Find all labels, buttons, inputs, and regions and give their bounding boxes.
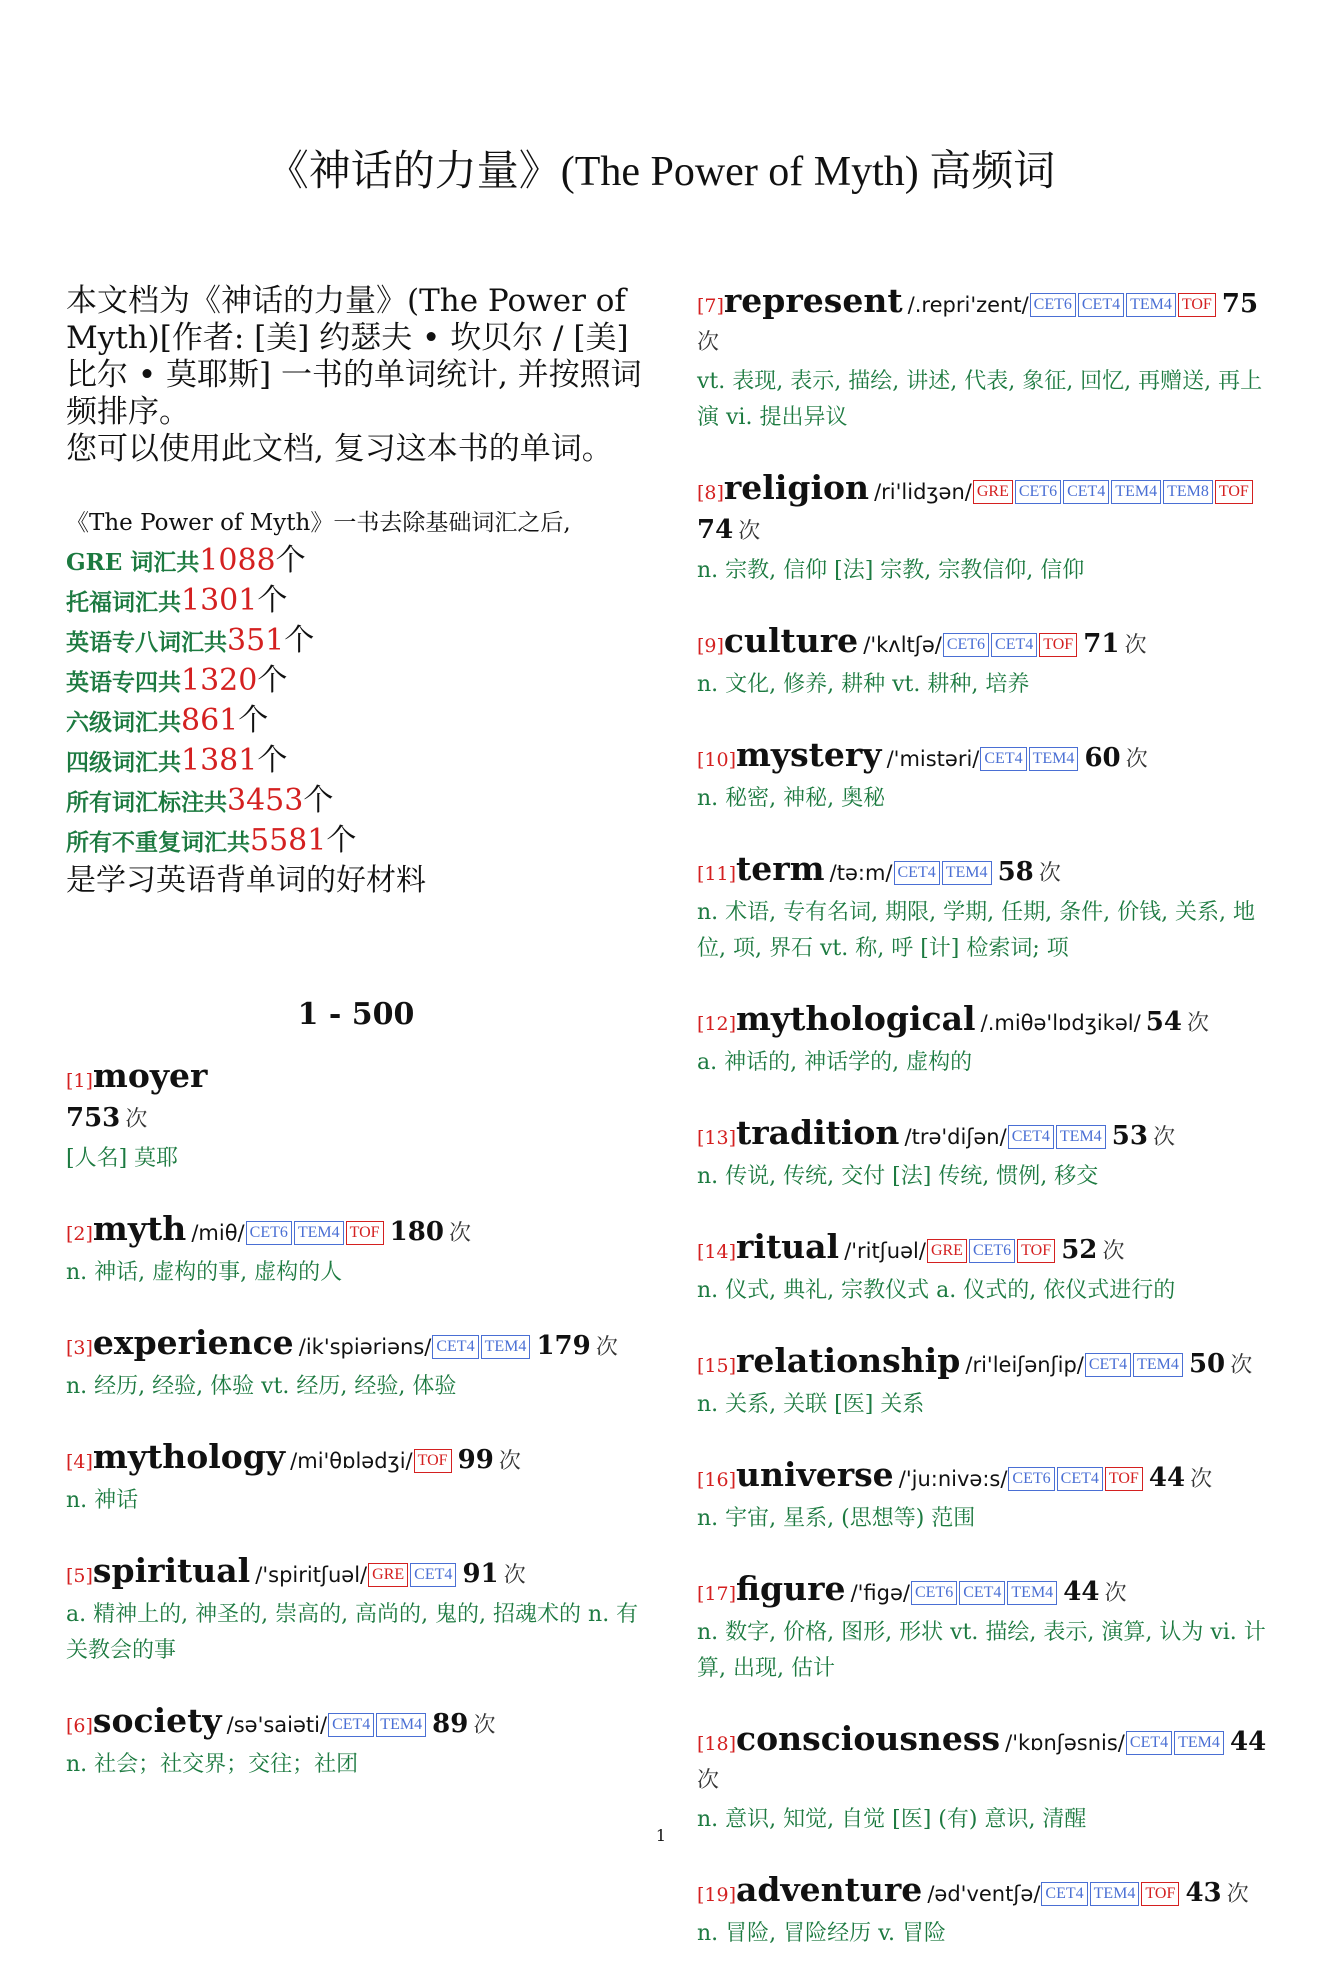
count-unit: 次 — [1104, 1581, 1127, 1606]
right-column — [697, 283, 1277, 1986]
entry-phonetic: /'mistəri/ — [886, 747, 980, 771]
entry-definition: n. 神话 — [66, 1488, 139, 1513]
page-title: 《神话的力量》(The Power of Myth) 高频词 — [266, 149, 1056, 195]
entry-word: myth — [92, 1209, 187, 1248]
entry-phonetic: /'kʌltʃə/ — [863, 633, 942, 657]
exam-tag-badge: TEM4 — [1056, 1125, 1106, 1149]
entry-header — [697, 1115, 1277, 1157]
stat-label: 四级词汇共 — [66, 749, 181, 776]
exam-tag-badge: TOF — [346, 1221, 384, 1245]
entry-index: [10] — [697, 749, 737, 771]
entry-index: [2] — [66, 1223, 93, 1245]
entry-definition: n. 神话, 虚构的事, 虚构的人 — [66, 1260, 343, 1285]
exam-tag-badge: CET4 — [1063, 480, 1109, 504]
exam-tag-badge: GRE — [368, 1563, 408, 1587]
right-entry-list — [697, 283, 1277, 1952]
exam-tag-badge: TEM4 — [942, 861, 992, 885]
count-unit: 次 — [1153, 1125, 1176, 1150]
exam-tag-badge: CET4 — [432, 1335, 478, 1359]
entry-word: mythology — [92, 1437, 286, 1476]
entry-definition: n. 文化, 修养, 耕种 vt. 耕种, 培养 — [697, 672, 1030, 697]
stat-line — [66, 622, 646, 662]
stats-block — [66, 505, 646, 899]
entry-count: 44 — [1229, 1727, 1267, 1757]
stat-number: 1320 — [181, 663, 258, 698]
word-entry — [66, 1325, 646, 1405]
entry-phonetic: /'figə/ — [850, 1581, 910, 1605]
entry-word: term — [736, 849, 825, 888]
entry-index: [4] — [66, 1451, 93, 1473]
exam-tag-badge: CET4 — [894, 861, 940, 885]
exam-tag-badge: CET4 — [980, 747, 1026, 771]
stat-label: 所有不重复词汇共 — [66, 829, 250, 856]
word-entry — [697, 737, 1277, 817]
count-unit: 次 — [503, 1563, 526, 1588]
intro-line: 本文档为《神话的力量》(The Power of Myth)[作者: [美] 约瑟夫 • 坎贝尔 / [美] 比尔 • 莫耶斯] 一书的单词统计, 并按照词频排序。 — [66, 283, 642, 430]
entry-header — [697, 623, 1277, 665]
stat-number: 351 — [227, 623, 285, 658]
stat-unit: 个 — [238, 703, 269, 738]
word-entry — [697, 623, 1277, 703]
entry-header — [697, 470, 1277, 551]
entry-phonetic: /.miθə'lɒdʒikəl/ — [980, 1011, 1141, 1035]
entry-count: 53 — [1111, 1121, 1148, 1151]
entry-header — [66, 1553, 646, 1595]
count-unit: 次 — [1226, 1882, 1249, 1907]
exam-tag-badge: TOF — [1039, 633, 1077, 657]
entry-count: 50 — [1188, 1349, 1226, 1379]
count-unit: 次 — [1230, 1353, 1253, 1378]
entry-definition: vt. 表现, 表示, 描绘, 讲述, 代表, 象征, 回忆, 再赠送, 再上演 vi. 提出异议 — [697, 369, 1263, 430]
exam-tag-badge: TEM4 — [481, 1335, 531, 1359]
left-column — [66, 283, 646, 1817]
entry-definition: n. 冒险, 冒险经历 v. 冒险 — [697, 1921, 946, 1946]
entry-word: spiritual — [92, 1551, 251, 1590]
exam-tag-badge: TOF — [1017, 1239, 1055, 1263]
exam-tag-badge: TEM4 — [1174, 1731, 1224, 1755]
stat-label: GRE 词汇共 — [66, 549, 200, 576]
entry-phonetic: /'ritʃuəl/ — [844, 1239, 926, 1263]
entry-word: represent — [723, 281, 903, 320]
count-unit: 次 — [1125, 747, 1148, 772]
entry-index: [12] — [697, 1013, 737, 1035]
stat-line — [66, 662, 646, 702]
count-unit: 次 — [1038, 861, 1061, 886]
entry-definition: n. 经历, 经验, 体验 vt. 经历, 经验, 体验 — [66, 1374, 457, 1399]
entry-word: relationship — [736, 1341, 961, 1380]
count-unit: 次 — [1187, 1011, 1210, 1036]
count-unit: 次 — [498, 1449, 521, 1474]
entry-count: 44 — [1063, 1577, 1100, 1607]
left-entry-list — [66, 1058, 646, 1783]
count-unit: 次 — [697, 1768, 720, 1793]
entry-word: tradition — [736, 1113, 900, 1152]
entry-count: 99 — [457, 1445, 494, 1475]
entry-count: 75 — [1221, 289, 1259, 319]
entry-index: [16] — [697, 1469, 737, 1491]
entry-index: [19] — [697, 1884, 737, 1906]
exam-tag-badge: TEM4 — [1126, 293, 1176, 317]
word-entry — [66, 1058, 646, 1177]
exam-tag-badge: CET4 — [328, 1713, 374, 1737]
stat-label: 所有词汇标注共 — [66, 789, 227, 816]
exam-tag-badge: TEM4 — [1090, 1882, 1140, 1906]
exam-tag-badge: CET4 — [1126, 1731, 1172, 1755]
entry-definition: a. 精神上的, 神圣的, 崇高的, 高尚的, 鬼的, 招魂术的 n. 有关教会的事 — [66, 1602, 639, 1663]
stat-line — [66, 542, 646, 582]
exam-tag-badge: CET4 — [410, 1563, 456, 1587]
entry-definition: [人名] 莫耶 — [66, 1146, 179, 1171]
entry-word: ritual — [736, 1227, 840, 1266]
entry-word: culture — [723, 621, 859, 660]
stat-number: 861 — [181, 703, 239, 738]
stats-outro: 是学习英语背单词的好材料 — [66, 863, 426, 898]
entry-definition: n. 宗教, 信仰 [法] 宗教, 宗教信仰, 信仰 — [697, 558, 1085, 583]
stat-unit: 个 — [257, 583, 288, 618]
entry-word: society — [92, 1701, 222, 1740]
stat-unit: 个 — [257, 663, 288, 698]
entry-phonetic: /ri'leiʃənʃip/ — [965, 1353, 1084, 1377]
entry-phonetic: /ik'spiəriəns/ — [298, 1335, 432, 1359]
entry-header — [697, 851, 1277, 893]
entry-word: adventure — [736, 1870, 923, 1909]
exam-tag-badge: TOF — [1141, 1882, 1179, 1906]
stat-label: 英语专八词汇共 — [66, 629, 227, 656]
stat-line — [66, 742, 646, 782]
entry-index: [3] — [66, 1337, 93, 1359]
entry-count: 180 — [389, 1217, 444, 1247]
entry-count: 91 — [462, 1559, 499, 1589]
exam-tag-badge: GRE — [927, 1239, 967, 1263]
entry-definition: n. 关系, 关联 [医] 关系 — [697, 1392, 925, 1417]
entry-phonetic: /trə'diʃən/ — [904, 1125, 1007, 1149]
entry-count: 71 — [1083, 629, 1120, 659]
exam-tag-badge: GRE — [973, 480, 1013, 504]
entry-phonetic: /miθ/ — [191, 1221, 245, 1245]
count-unit: 次 — [125, 1107, 148, 1132]
entry-phonetic: /sə'saiəti/ — [226, 1713, 328, 1737]
entry-index: [17] — [697, 1583, 737, 1605]
stat-number: 5581 — [250, 823, 327, 858]
entry-phonetic: /ri'lidʒən/ — [874, 480, 972, 504]
entry-count: 74 — [697, 515, 734, 545]
entry-phonetic: /'kɒnʃəsnis/ — [1005, 1731, 1125, 1755]
entry-header — [697, 1229, 1277, 1271]
entry-header — [66, 1439, 646, 1481]
entry-word: experience — [92, 1323, 294, 1362]
entry-word: moyer — [92, 1056, 208, 1095]
entry-count: 43 — [1185, 1878, 1222, 1908]
exam-tag-badge: CET6 — [1030, 293, 1076, 317]
word-entry — [697, 1872, 1277, 1952]
word-entry — [697, 1229, 1277, 1309]
stat-number: 1381 — [181, 743, 258, 778]
entry-header — [697, 283, 1277, 362]
entry-index: [11] — [697, 863, 737, 885]
stats-intro: 《The Power of Myth》一书去除基础词汇之后, — [66, 510, 571, 536]
exam-tag-badge: TOF — [414, 1449, 452, 1473]
stat-unit: 个 — [326, 823, 357, 858]
stat-line — [66, 702, 646, 742]
range-heading: 1 - 500 — [297, 997, 415, 1032]
stat-line — [66, 582, 646, 622]
entry-word: universe — [736, 1455, 894, 1494]
entry-header — [66, 1058, 646, 1139]
entry-count: 58 — [997, 857, 1034, 887]
exam-tag-badge: CET6 — [911, 1581, 957, 1605]
entry-index: [7] — [697, 295, 724, 317]
stats-list — [66, 542, 646, 862]
exam-tag-badge: TOF — [1105, 1467, 1143, 1491]
count-unit: 次 — [473, 1713, 496, 1738]
stat-label: 托福词汇共 — [66, 589, 181, 616]
exam-tag-badge: TEM4 — [1029, 747, 1079, 771]
entry-definition: a. 神话的, 神话学的, 虚构的 — [697, 1050, 973, 1075]
count-unit: 次 — [595, 1335, 618, 1360]
stat-label: 六级词汇共 — [66, 709, 181, 736]
entry-count: 52 — [1061, 1235, 1098, 1265]
entry-word: mythological — [736, 999, 976, 1038]
entry-index: [8] — [697, 482, 724, 504]
entry-definition: n. 术语, 专有名词, 期限, 学期, 任期, 条件, 价钱, 关系, 地位, 项, 界石 vt. 称, 呼 [计] 检索词; 项 — [697, 900, 1256, 961]
stat-unit: 个 — [275, 543, 306, 578]
entry-word: figure — [736, 1569, 846, 1608]
intro-line: 您可以使用此文档, 复习这本书的单词。 — [66, 431, 613, 467]
word-entry — [697, 1001, 1277, 1081]
stat-unit: 个 — [303, 783, 334, 818]
entry-definition: n. 传说, 传统, 交付 [法] 传统, 惯例, 移交 — [697, 1164, 1099, 1189]
entry-definition: n. 秘密, 神秘, 奥秘 — [697, 786, 886, 811]
entry-phonetic: /'ju:nivə:s/ — [898, 1467, 1008, 1491]
entry-index: [9] — [697, 635, 724, 657]
count-unit: 次 — [449, 1221, 472, 1246]
entry-definition: n. 数字, 价格, 图形, 形状 vt. 描绘, 表示, 演算, 认为 vi. 计算, 出现, 估计 — [697, 1620, 1266, 1681]
exam-tag-badge: CET4 — [991, 633, 1037, 657]
exam-tag-badge: TEM4 — [1111, 480, 1161, 504]
page-number: 1 — [655, 1826, 667, 1845]
entry-index: [5] — [66, 1565, 93, 1587]
entry-header — [66, 1325, 646, 1367]
entry-index: [1] — [66, 1070, 93, 1092]
word-entry — [697, 1115, 1277, 1195]
entry-header — [697, 1343, 1277, 1385]
count-unit: 次 — [697, 330, 720, 355]
word-entry — [697, 283, 1277, 436]
entry-phonetic: /'spiritʃuəl/ — [255, 1563, 368, 1587]
stat-line — [66, 822, 646, 862]
entry-header — [697, 1872, 1277, 1914]
entry-header — [66, 1703, 646, 1745]
stat-unit: 个 — [257, 743, 288, 778]
entry-phonetic: /tə:m/ — [829, 861, 893, 885]
count-unit: 次 — [1124, 633, 1147, 658]
exam-tag-badge: TEM8 — [1163, 480, 1213, 504]
exam-tag-badge: CET6 — [1015, 480, 1061, 504]
exam-tag-badge: TOF — [1215, 480, 1253, 504]
entry-definition: n. 意识, 知觉, 自觉 [医] (有) 意识, 清醒 — [697, 1807, 1087, 1832]
exam-tag-badge: CET4 — [1041, 1882, 1087, 1906]
stat-number: 3453 — [227, 783, 304, 818]
entry-count: 54 — [1145, 1007, 1182, 1037]
stat-unit: 个 — [284, 623, 315, 658]
entry-word: religion — [723, 468, 869, 507]
entry-word: mystery — [736, 735, 882, 774]
entry-header — [697, 1721, 1277, 1800]
entry-phonetic: /mi'θɒlədʒi/ — [290, 1449, 413, 1473]
exam-tag-badge: CET4 — [1085, 1353, 1131, 1377]
entry-index: [18] — [697, 1733, 737, 1755]
entry-header — [66, 1211, 646, 1253]
exam-tag-badge: TEM4 — [1133, 1353, 1183, 1377]
stat-label: 英语专四共 — [66, 669, 181, 696]
entry-count: 753 — [66, 1103, 121, 1133]
entry-count: 60 — [1084, 743, 1121, 773]
entry-header — [697, 737, 1277, 779]
exam-tag-badge: CET6 — [1008, 1467, 1054, 1491]
entry-definition: n. 仪式, 典礼, 宗教仪式 a. 仪式的, 依仪式进行的 — [697, 1278, 1176, 1303]
entry-index: [15] — [697, 1355, 737, 1377]
entry-header — [697, 1001, 1277, 1043]
exam-tag-badge: CET4 — [1057, 1467, 1103, 1491]
exam-tag-badge: CET4 — [1078, 293, 1124, 317]
word-entry — [697, 470, 1277, 589]
stat-line — [66, 782, 646, 822]
exam-tag-badge: CET6 — [943, 633, 989, 657]
count-unit: 次 — [1190, 1467, 1213, 1492]
entry-word: consciousness — [736, 1719, 1001, 1758]
word-entry — [697, 1343, 1277, 1423]
count-unit: 次 — [738, 519, 761, 544]
word-entry — [66, 1553, 646, 1669]
exam-tag-badge: TEM4 — [1007, 1581, 1057, 1605]
entry-index: [14] — [697, 1241, 737, 1263]
entry-index: [13] — [697, 1127, 737, 1149]
count-unit: 次 — [1102, 1239, 1125, 1264]
exam-tag-badge: CET4 — [959, 1581, 1005, 1605]
entry-definition: n. 宇宙, 星系, (思想等) 范围 — [697, 1506, 976, 1531]
entry-phonetic: /əd'ventʃə/ — [927, 1882, 1041, 1906]
word-entry — [697, 1721, 1277, 1838]
word-entry — [66, 1703, 646, 1783]
exam-tag-badge: CET6 — [246, 1221, 292, 1245]
word-entry — [66, 1439, 646, 1519]
entry-count: 44 — [1148, 1463, 1186, 1493]
stat-number: 1301 — [181, 583, 258, 618]
exam-tag-badge: CET4 — [1008, 1125, 1054, 1149]
entry-header — [697, 1457, 1277, 1499]
entry-phonetic: /.repri'zent/ — [907, 293, 1029, 317]
exam-tag-badge: CET6 — [969, 1239, 1015, 1263]
stat-number: 1088 — [199, 543, 276, 578]
word-entry — [697, 1457, 1277, 1537]
entry-index: [6] — [66, 1715, 93, 1737]
intro-paragraph — [66, 283, 646, 468]
exam-tag-badge: TEM4 — [294, 1221, 344, 1245]
entry-definition: n. 社会；社交界；交往；社团 — [66, 1752, 359, 1777]
word-entry — [697, 1571, 1277, 1687]
exam-tag-badge: TOF — [1178, 293, 1216, 317]
entry-count: 89 — [432, 1709, 469, 1739]
entry-count: 179 — [536, 1331, 591, 1361]
exam-tag-badge: TEM4 — [376, 1713, 426, 1737]
word-entry — [697, 851, 1277, 967]
word-entry — [66, 1211, 646, 1291]
entry-header — [697, 1571, 1277, 1613]
